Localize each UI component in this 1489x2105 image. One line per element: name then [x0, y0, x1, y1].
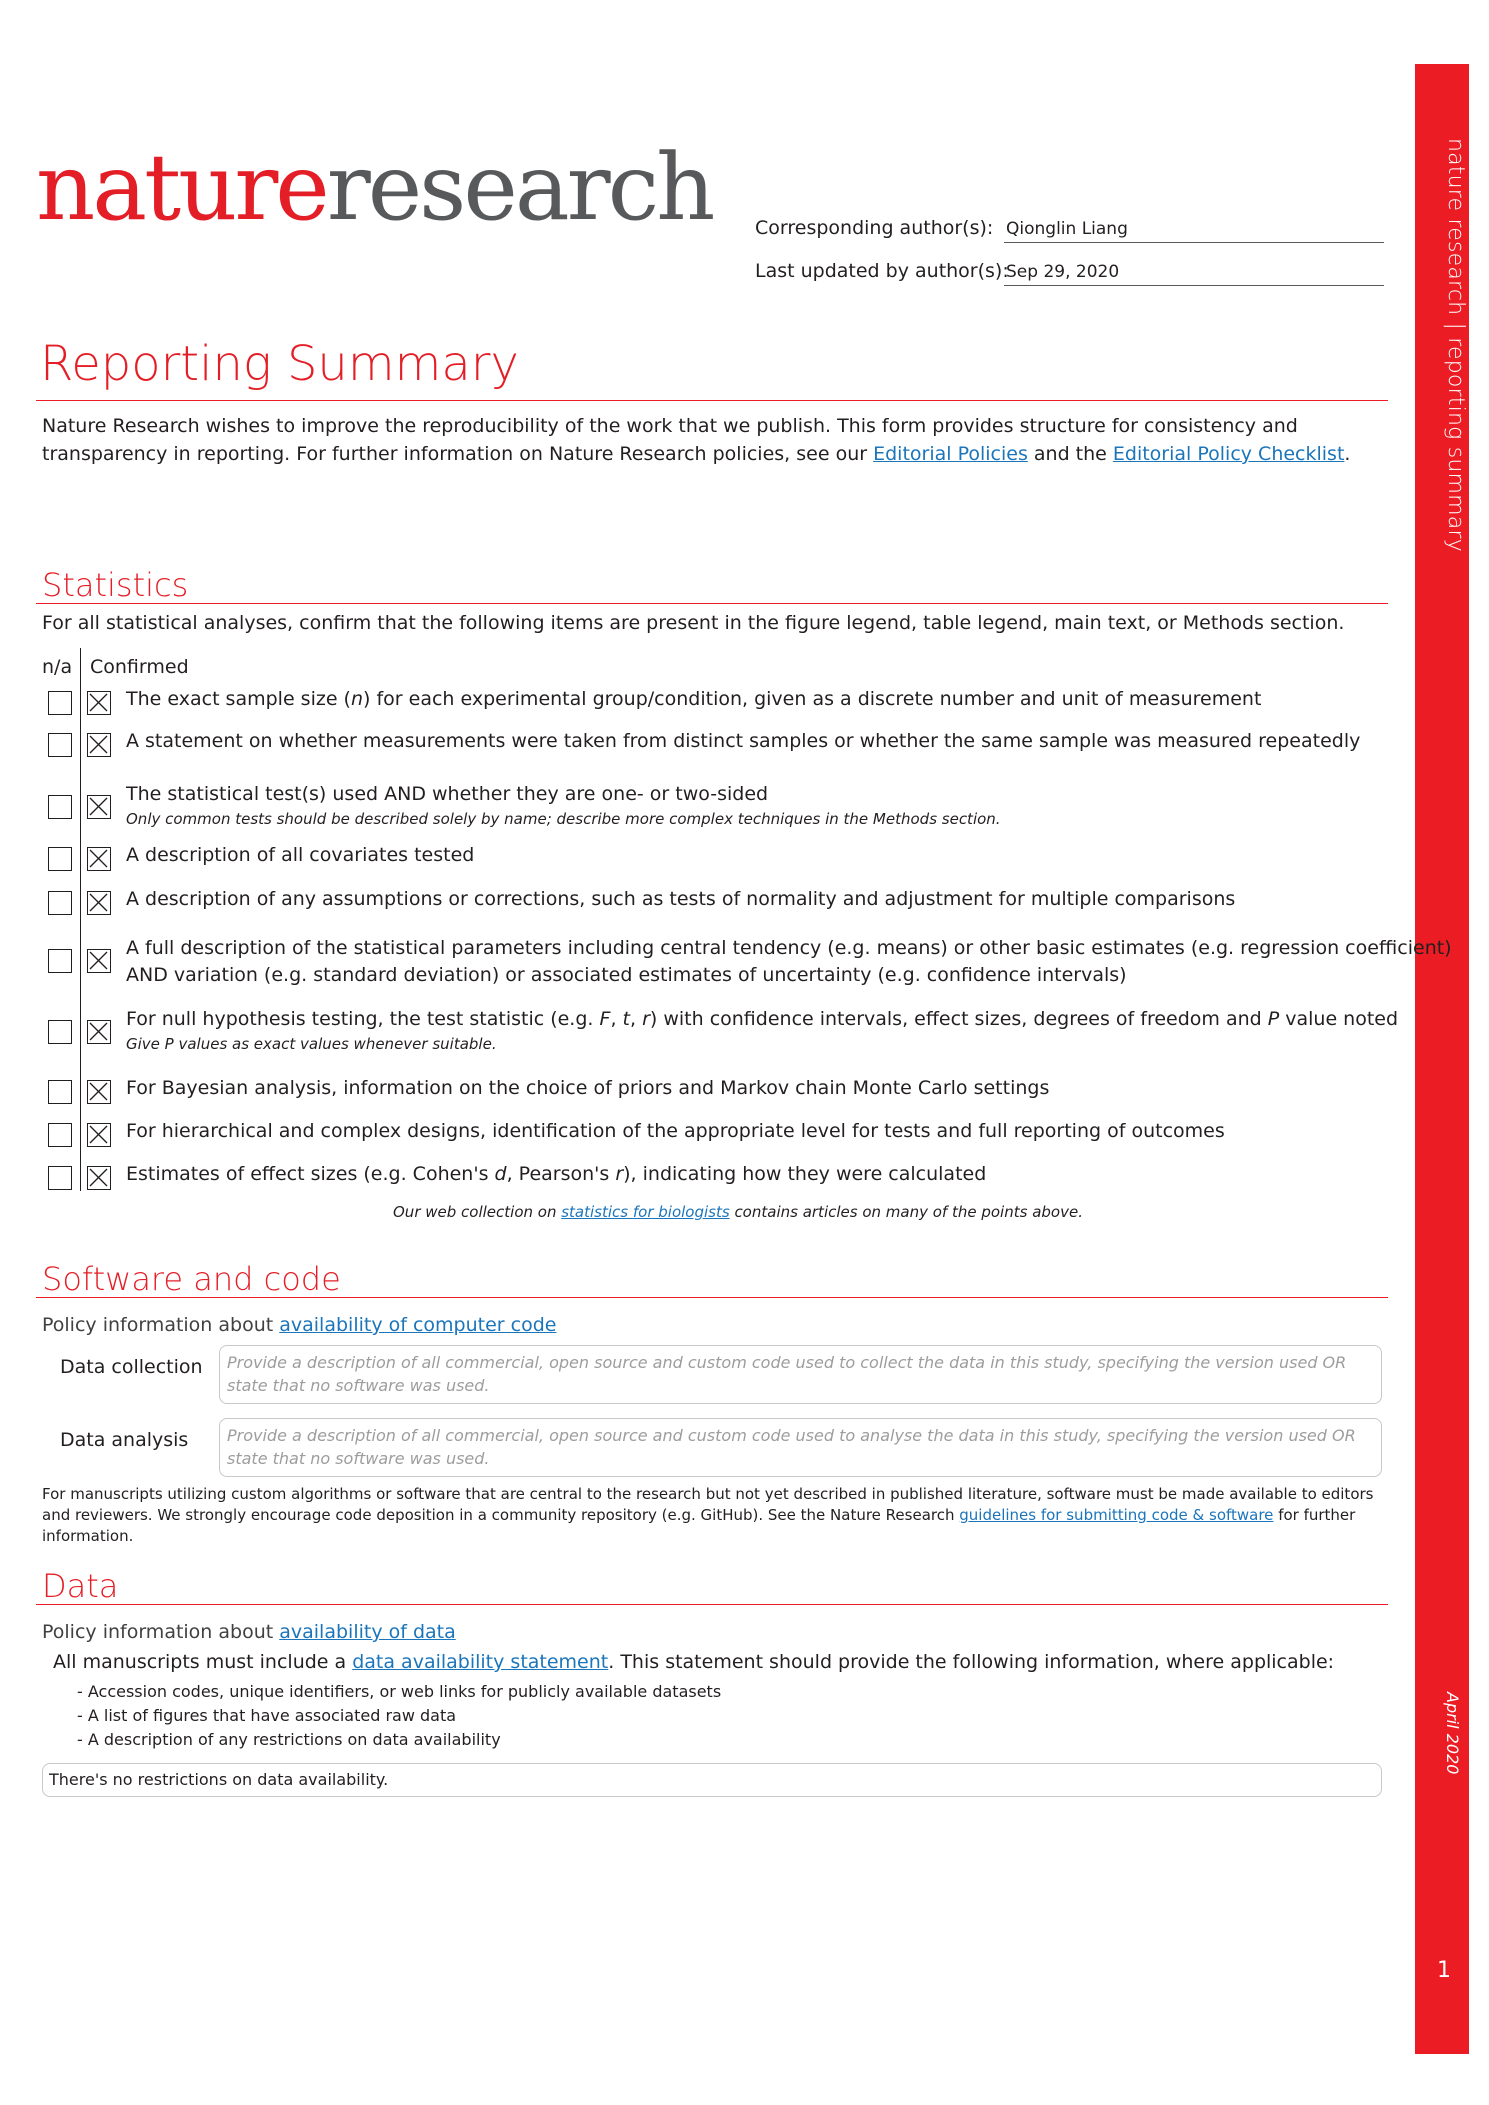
sidebar-title: nature research | reporting summary	[1443, 138, 1468, 552]
software-heading: Software and code	[42, 1260, 341, 1298]
updated-label: Last updated by author(s):	[755, 260, 1009, 282]
code-guidelines-link[interactable]: guidelines for submitting code & software	[959, 1506, 1274, 1524]
data-analysis-label: Data analysis	[60, 1429, 189, 1451]
check-x-icon	[88, 950, 109, 971]
confirmed-checkbox[interactable]	[87, 1080, 111, 1104]
check-x-icon	[88, 1021, 109, 1042]
confirmed-checkbox[interactable]	[87, 691, 111, 715]
confirmed-checkbox[interactable]	[87, 795, 111, 819]
page-title: Reporting Summary	[40, 336, 519, 392]
na-checkbox[interactable]	[48, 733, 72, 757]
col-confirmed-header: Confirmed	[90, 656, 189, 678]
checklist-item-text: A description of all covariates tested	[126, 844, 475, 866]
software-rule	[36, 1297, 1388, 1298]
data-collection-placeholder: Provide a description of all commercial, open source and custom code used to collect the data in this study, specifying the version used OR state that no software was used.	[227, 1353, 1347, 1395]
data-collection-label: Data collection	[60, 1356, 203, 1378]
check-x-icon	[88, 1167, 109, 1188]
checklist-item-text: The statistical test(s) used AND whether they are one- or two-sided	[126, 783, 769, 805]
na-checkbox[interactable]	[48, 795, 72, 819]
check-x-icon	[88, 1081, 109, 1102]
data-collection-input[interactable]	[219, 1345, 1382, 1404]
checklist-item-text: For Bayesian analysis, information on the choice of priors and Markov chain Monte Carlo settings	[126, 1077, 1050, 1099]
data-availability-input[interactable]	[42, 1763, 1382, 1797]
confirmed-checkbox[interactable]	[87, 949, 111, 973]
na-checkbox[interactable]	[48, 1080, 72, 1104]
check-x-icon	[88, 848, 109, 869]
checklist-item-text-line2: AND variation (e.g. standard deviation) or associated estimates of uncertainty (e.g. confidence intervals)	[126, 964, 1127, 986]
author-label: Corresponding author(s):	[755, 217, 994, 239]
availability-of-data-link[interactable]: availability of data	[279, 1621, 456, 1643]
updated-field[interactable]: Sep 29, 2020	[1004, 259, 1384, 286]
data-availability-answer: There's no restrictions on data availability.	[49, 1770, 389, 1789]
computer-code-link[interactable]: availability of computer code	[279, 1314, 557, 1336]
data-availability-statement-link[interactable]: data availability statement	[352, 1651, 609, 1673]
logo-research: research	[326, 134, 713, 241]
editorial-policies-link[interactable]: Editorial Policies	[873, 443, 1028, 465]
editorial-policy-checklist-link[interactable]: Editorial Policy Checklist	[1112, 443, 1345, 465]
author-field[interactable]: Qionglin Liang	[1004, 216, 1384, 243]
checklist-item-text: A full description of the statistical parameters including central tendency (e.g. means) or other basic estimates (e.g. regression coefficient)	[126, 937, 1452, 959]
na-checkbox[interactable]	[48, 891, 72, 915]
data-policy: Policy information about availability of data	[42, 1621, 456, 1643]
checklist-item-text: A description of any assumptions or corrections, such as tests of normality and adjustment for multiple comparisons	[126, 888, 1236, 910]
checklist-item-text: The exact sample size (n) for each experimental group/condition, given as a discrete number and unit of measurement	[126, 688, 1262, 710]
data-requirements-list	[77, 1680, 721, 1752]
list-item: - A description of any restrictions on data availability	[77, 1730, 501, 1749]
logo	[36, 134, 713, 241]
confirmed-checkbox[interactable]	[87, 733, 111, 757]
title-rule	[36, 400, 1388, 401]
data-analysis-input[interactable]	[219, 1418, 1382, 1477]
software-footnote: For manuscripts utilizing custom algorithms or software that are central to the research but not yet described in published literature, software must be made available to editors and reviewers. We strongly encourage code deposition in a community repository (e.g. GitHub). See the Nature Research guidelines for submitting code & software for further information.	[42, 1485, 1374, 1545]
logo-nature: nature	[36, 134, 327, 241]
na-checkbox[interactable]	[48, 1123, 72, 1147]
sidebar-date: April 2020	[1443, 1692, 1462, 1775]
data-heading: Data	[42, 1567, 119, 1605]
data-statement-intro: All manuscripts must include a data availability statement. This statement should provide the following information, where applicable:	[53, 1651, 1335, 1673]
confirmed-checkbox[interactable]	[87, 1123, 111, 1147]
na-checkbox[interactable]	[48, 691, 72, 715]
statistics-rule	[36, 603, 1388, 604]
col-na-header: n/a	[42, 656, 73, 678]
check-x-icon	[88, 892, 109, 913]
checklist-item-text: For hierarchical and complex designs, identification of the appropriate level for tests and full reporting of outcomes	[126, 1120, 1225, 1142]
checklist-item-text: Estimates of effect sizes (e.g. Cohen's d, Pearson's r), indicating how they were calculated	[126, 1163, 987, 1185]
page-number: 1	[1437, 1958, 1451, 1983]
intro-paragraph: Nature Research wishes to improve the reproducibility of the work that we publish. This form provides structure for consistency and transparency in reporting. For further information on Nature Research policies, see our Editorial Policies and the Editorial Policy Checklist.	[42, 415, 1351, 465]
check-x-icon	[88, 692, 109, 713]
checklist-item-text: A statement on whether measurements were taken from distinct samples or whether the same sample was measured repeatedly	[126, 730, 1361, 752]
data-rule	[36, 1604, 1388, 1605]
na-checkbox[interactable]	[48, 1166, 72, 1190]
confirmed-checkbox[interactable]	[87, 891, 111, 915]
checklist-item-note: Only common tests should be described solely by name; describe more complex techniques in the Methods section.	[126, 810, 1001, 828]
check-x-icon	[88, 734, 109, 755]
statistics-for-biologists-link[interactable]: statistics for biologists	[561, 1203, 730, 1221]
column-divider	[80, 648, 81, 1191]
na-checkbox[interactable]	[48, 949, 72, 973]
checklist-item-note: Give P values as exact values whenever suitable.	[126, 1035, 497, 1053]
confirmed-checkbox[interactable]	[87, 1166, 111, 1190]
na-checkbox[interactable]	[48, 1020, 72, 1044]
confirmed-checkbox[interactable]	[87, 1020, 111, 1044]
web-collection-note: Our web collection on statistics for biologists contains articles on many of the points above.	[393, 1203, 1083, 1221]
check-x-icon	[88, 1124, 109, 1145]
software-policy: Policy information about availability of computer code	[42, 1314, 557, 1336]
statistics-heading: Statistics	[42, 566, 189, 604]
checklist-item-text: For null hypothesis testing, the test statistic (e.g. F, t, r) with confidence intervals, effect sizes, degrees of freedom and P value noted	[126, 1008, 1399, 1030]
data-analysis-placeholder: Provide a description of all commercial, open source and custom code used to analyse the data in this study, specifying the version used OR state that no software was used.	[227, 1426, 1356, 1468]
list-item: - Accession codes, unique identifiers, or web links for publicly available datasets	[77, 1682, 722, 1701]
na-checkbox[interactable]	[48, 847, 72, 871]
check-x-icon	[88, 796, 109, 817]
statistics-lead: For all statistical analyses, confirm that the following items are present in the figure legend, table legend, main text, or Methods section.	[42, 612, 1345, 634]
list-item: - A list of figures that have associated raw data	[77, 1706, 457, 1725]
confirmed-checkbox[interactable]	[87, 847, 111, 871]
